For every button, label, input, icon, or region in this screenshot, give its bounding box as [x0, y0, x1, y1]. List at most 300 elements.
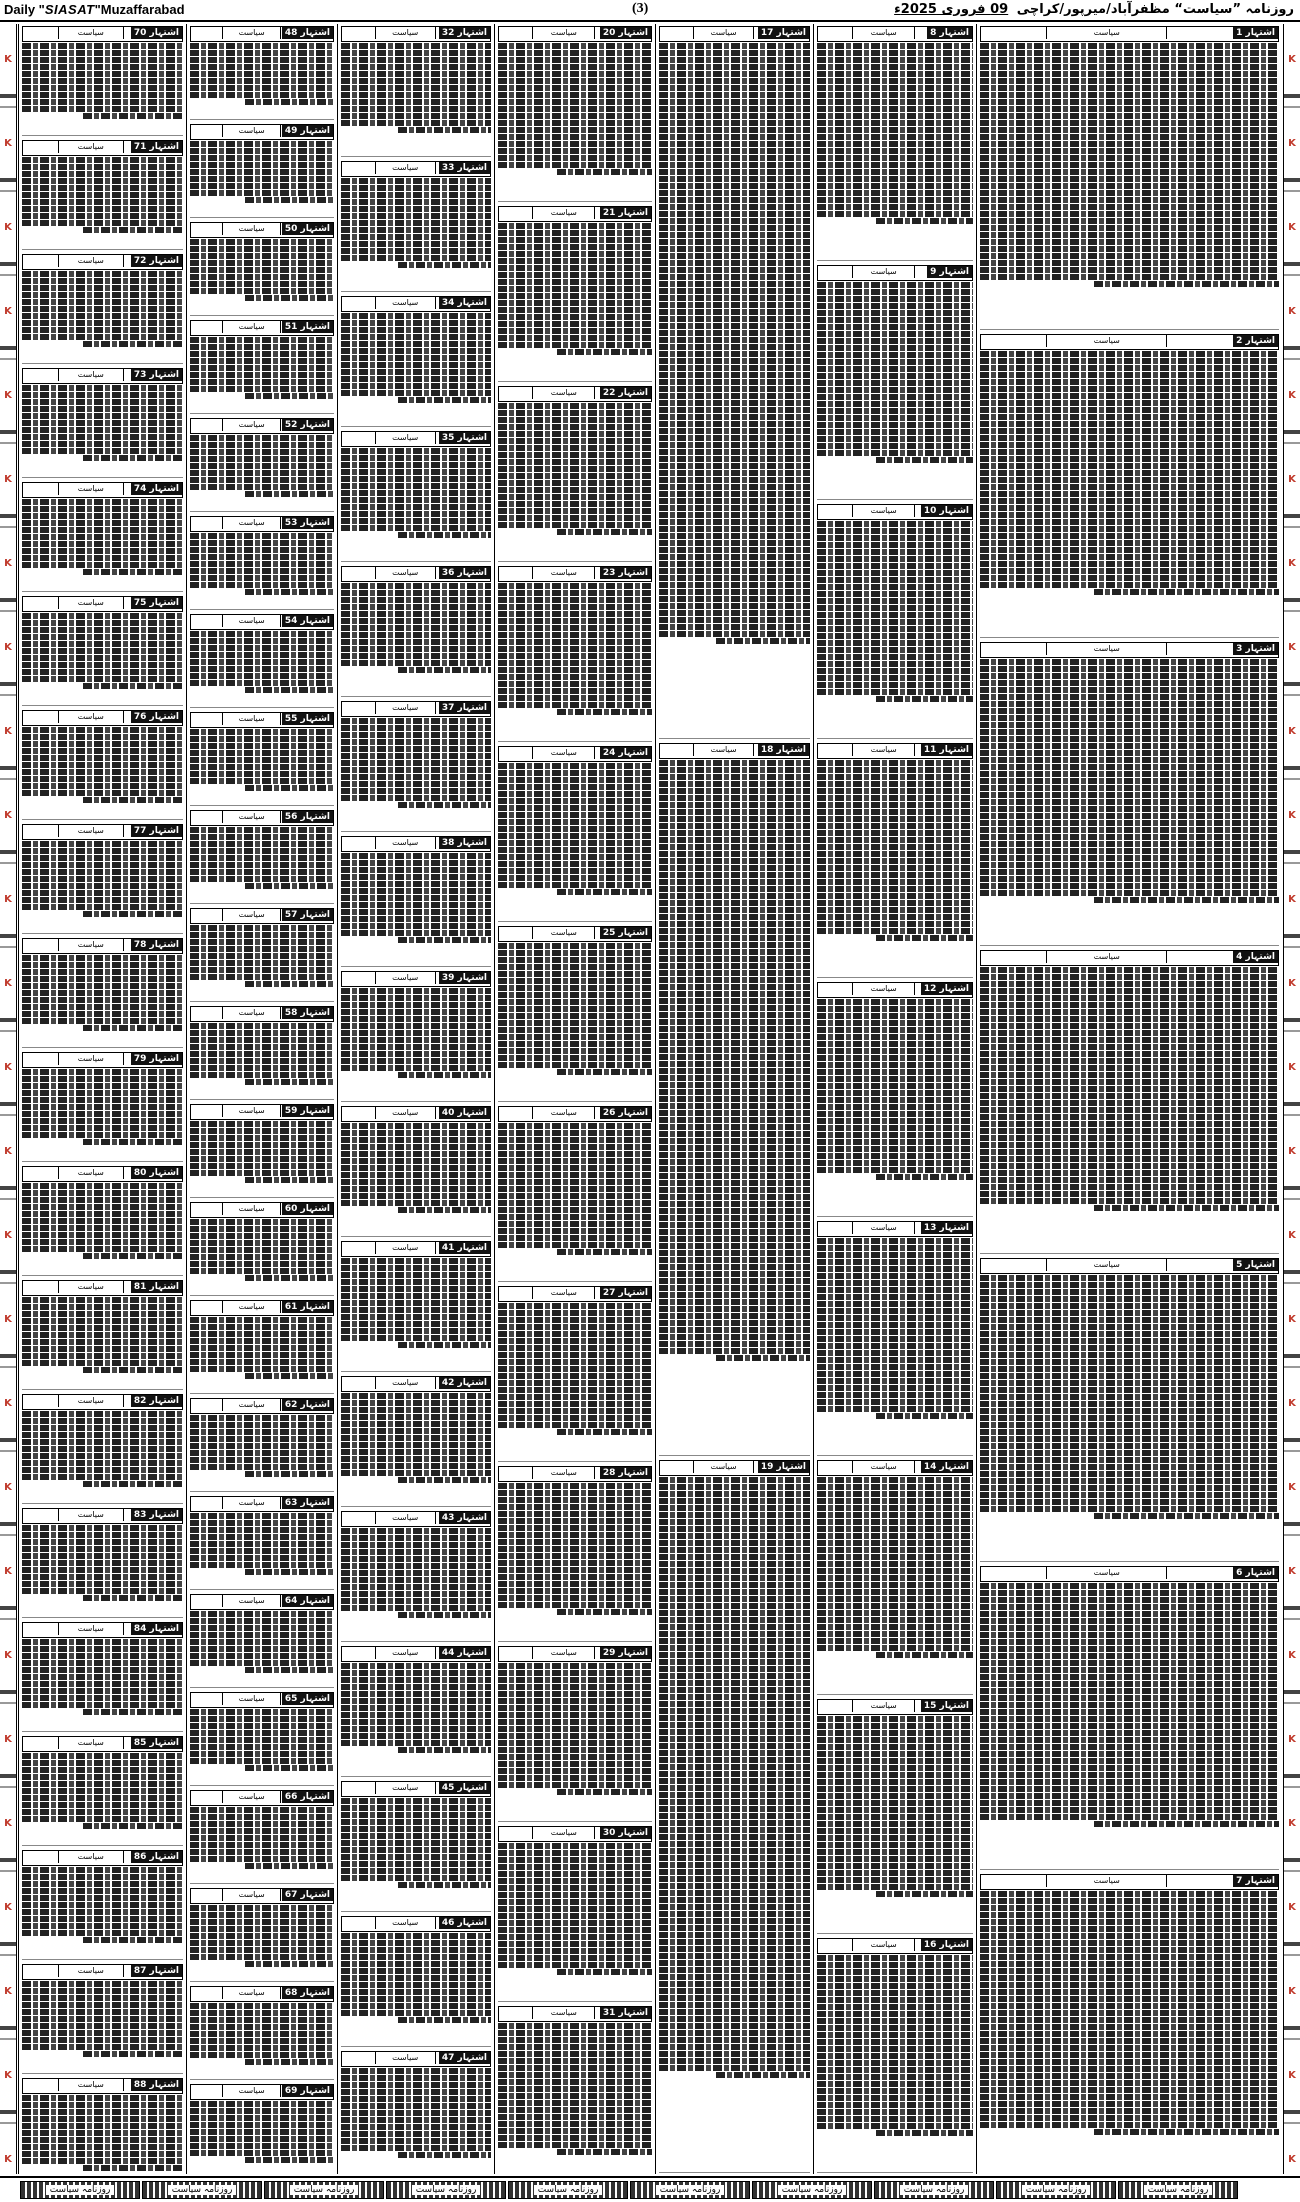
ad-text-line: [498, 2072, 652, 2078]
ad-text-line: [341, 1130, 491, 1136]
ad-text-line: [498, 445, 652, 451]
ad-text-line: [341, 874, 491, 880]
ad-text-line: [498, 1408, 652, 1414]
ad-header-bar: [190, 124, 334, 140]
ad-text-line: [498, 1158, 652, 1164]
ad-masthead-label: سیاست: [375, 1917, 436, 1929]
ad-text-line: [22, 769, 183, 775]
ad-text-line: [980, 1632, 1279, 1638]
ad-text-line: [817, 1554, 973, 1560]
ad-text-line: [498, 307, 652, 313]
ad-text-line: [190, 1751, 334, 1757]
ad-text-line: [22, 1560, 183, 1566]
ad-text-line: [980, 1184, 1279, 1190]
ad-text-line: [22, 627, 183, 633]
ad-header-bar: [190, 712, 334, 728]
ad-text-line: [498, 2030, 652, 2036]
ad-text-line: [498, 113, 652, 119]
ad-text-line: [817, 2046, 973, 2052]
strip-ornament-icon: K: [1288, 558, 1296, 569]
ad-text-line: [980, 1954, 1279, 1960]
ad-text-line: [190, 442, 334, 448]
ad-text-line: [498, 494, 652, 500]
ad-text-line: [190, 1436, 334, 1442]
ad-text-line: [817, 2102, 973, 2108]
ad-text-line: [341, 1584, 491, 1590]
ad-masthead-label: سیاست: [532, 927, 595, 939]
ad-text-line: [817, 1821, 973, 1827]
ad-text-line: [341, 1847, 491, 1853]
classified-ad: [22, 252, 183, 364]
ad-text-line: [817, 387, 973, 393]
ad-text-line: [498, 583, 652, 589]
ad-text-line: [980, 1912, 1279, 1918]
ad-text-line: [83, 113, 183, 119]
ad-text-line: [341, 234, 491, 240]
ad-text-line: [498, 1511, 652, 1517]
ad-header-bar: [190, 1398, 334, 1414]
ad-header-bar: [498, 1286, 652, 1302]
ad-text-line: [498, 1338, 652, 1344]
ad-text-line: [659, 879, 810, 885]
ad-number: اشتہار 41: [439, 1242, 490, 1254]
ad-header-bar: [190, 222, 334, 238]
ad-header-bar: [22, 140, 183, 156]
ad-text-line: [190, 757, 334, 763]
ad-text-line: [22, 420, 183, 426]
ad-text-line: [659, 491, 810, 497]
ad-text-line: [876, 218, 973, 224]
ad-text-line: [22, 1753, 183, 1759]
ad-text-line: [22, 1988, 183, 1994]
ad-text-line: [817, 1814, 973, 1820]
ad-text-line: [341, 1272, 491, 1278]
ad-text-line: [817, 907, 973, 913]
ad-text-line: [341, 632, 491, 638]
ad-number: اشتہار 73: [131, 369, 182, 381]
ad-text-line: [659, 505, 810, 511]
ad-text-line: [817, 85, 973, 91]
ad-text-line: [980, 1982, 1279, 1988]
ad-number: اشتہار 6: [1233, 1567, 1278, 1579]
ad-text-line: [190, 1422, 334, 1428]
ad-text-line: [341, 50, 491, 56]
ad-masthead-label: سیاست: [222, 1399, 281, 1411]
ad-text-line: [817, 190, 973, 196]
ad-text-line: [659, 162, 810, 168]
ad-text-line: [659, 386, 810, 392]
ad-text-line: [341, 504, 491, 510]
ad-text-line: [817, 605, 973, 611]
ad-text-line: [659, 421, 810, 427]
ad-text-line: [659, 2037, 810, 2043]
column-6: [813, 24, 976, 2174]
ad-text-line: [980, 400, 1279, 406]
ad-text-line: [980, 1023, 1279, 1029]
ad-text-line: [498, 1595, 652, 1601]
ad-text-line: [190, 561, 334, 567]
ad-text-line: [817, 2018, 973, 2024]
ad-text-line: [22, 299, 183, 305]
ad-text-line: [498, 1588, 652, 1594]
ad-text-line: [817, 2039, 973, 2045]
ad-text-line: [659, 858, 810, 864]
classified-ad: [341, 1779, 491, 1912]
ad-text-line: [980, 1758, 1279, 1764]
ad-header-bar: [22, 26, 183, 42]
strip-ornament-icon: K: [4, 558, 12, 569]
ad-text-line: [498, 223, 652, 229]
ad-text-line: [498, 978, 652, 984]
classified-ad: [22, 1050, 183, 1162]
ad-text-line: [817, 1076, 973, 1082]
ad-text-line: [22, 1788, 183, 1794]
ad-text-line: [659, 1187, 810, 1193]
ad-text-line: [22, 1909, 183, 1915]
strip-ornament-icon: K: [4, 1734, 12, 1745]
ad-text-line: [22, 1439, 183, 1445]
ad-text-line: [980, 2059, 1279, 2065]
classified-ad: [817, 1219, 973, 1456]
classified-ad: [498, 1104, 652, 1282]
ad-text-line: [498, 2114, 652, 2120]
classified-ad: [22, 1164, 183, 1276]
ad-text-line: [22, 1781, 183, 1787]
ad-text-line: [659, 1491, 810, 1497]
ad-header-bar: [498, 566, 652, 582]
classified-ad: [498, 564, 652, 742]
ad-masthead-label: سیاست: [375, 1242, 436, 1254]
ad-text-line: [659, 449, 810, 455]
ad-text-line: [190, 1737, 334, 1743]
ad-text-line: [498, 92, 652, 98]
ad-text-line: [190, 2143, 334, 2149]
ad-masthead-label: سیاست: [222, 1007, 281, 1019]
ad-text-line: [341, 1826, 491, 1832]
ad-number: اشتہار 19: [758, 1461, 809, 1473]
ad-text-line: [22, 1246, 183, 1252]
ad-text-line: [980, 239, 1279, 245]
ad-text-line: [980, 134, 1279, 140]
ad-text-line: [190, 1541, 334, 1547]
strip-ornament-icon: K: [4, 1902, 12, 1913]
ad-text-line: [659, 246, 810, 252]
ad-text-line: [245, 687, 334, 693]
ad-text-line: [498, 1235, 652, 1241]
footer-label: روزنامہ سیاست: [290, 2185, 359, 2195]
ad-text-line: [659, 1575, 810, 1581]
ad-text-line: [190, 1919, 334, 1925]
ad-text-line: [190, 463, 334, 469]
ad-text-line: [190, 358, 334, 364]
ad-text-line: [22, 1888, 183, 1894]
ad-text-line: [498, 1878, 652, 1884]
ad-text-line: [498, 1317, 652, 1323]
footer-masthead-cell: [386, 2181, 506, 2199]
ad-text-line: [341, 248, 491, 254]
ad-text-line: [341, 1535, 491, 1541]
ad-text-line: [980, 1625, 1279, 1631]
ad-masthead-label: سیاست: [375, 1512, 436, 1524]
ad-text-line: [190, 1352, 334, 1358]
ad-text-line: [980, 1373, 1279, 1379]
ad-text-line: [190, 1338, 334, 1344]
ad-text-line: [341, 725, 491, 731]
ad-text-line: [980, 876, 1279, 882]
ad-text-line: [83, 1481, 183, 1487]
ad-text-line: [190, 1660, 334, 1666]
ad-text-line: [659, 428, 810, 434]
ad-number: اشتہار 9: [927, 266, 972, 278]
classified-ad: [22, 936, 183, 1048]
ad-text-line: [498, 314, 652, 320]
ad-text-line: [817, 668, 973, 674]
ad-text-line: [190, 1555, 334, 1561]
ad-header-bar: [341, 971, 491, 987]
ad-masthead-label: سیاست: [222, 615, 281, 627]
ad-text-line: [876, 457, 973, 463]
classified-ad: [659, 741, 810, 1456]
ad-text-line: [341, 646, 491, 652]
ad-text-line: [817, 1505, 973, 1511]
ad-text-line: [22, 313, 183, 319]
ad-text-line: [817, 436, 973, 442]
ad-text-line: [190, 1023, 334, 1029]
ad-text-line: [341, 92, 491, 98]
ad-number: اشتہار 54: [282, 615, 333, 627]
ad-text-line: [341, 1591, 491, 1597]
ad-text-line: [498, 1331, 652, 1337]
ad-text-line: [341, 1719, 491, 1725]
ad-text-line: [83, 2051, 183, 2057]
ad-text-line: [980, 463, 1279, 469]
footer-masthead-cell: [752, 2181, 872, 2199]
ad-number: اشتہار 1: [1233, 27, 1278, 39]
footer-label: روزنامہ سیاست: [534, 2185, 603, 2195]
ad-text-line: [659, 1320, 810, 1326]
classified-ad: [190, 1298, 334, 1394]
ad-text-line: [980, 715, 1279, 721]
ad-text-line: [980, 1289, 1279, 1295]
strip-ornament-icon: K: [1288, 390, 1296, 401]
ad-text-line: [190, 1240, 334, 1246]
ad-text-line: [659, 92, 810, 98]
ad-text-line: [659, 914, 810, 920]
ad-masthead-label: سیاست: [222, 223, 281, 235]
ad-text-line: [980, 1800, 1279, 1806]
ad-masthead-label: سیاست: [852, 1461, 916, 1473]
ad-text-line: [980, 1436, 1279, 1442]
classified-ad: [817, 502, 973, 739]
ad-text-line: [498, 1151, 652, 1157]
ad-text-line: [659, 949, 810, 955]
ad-text-line: [398, 1072, 491, 1078]
ad-text-line: [341, 1300, 491, 1306]
ad-text-line: [190, 1366, 334, 1372]
ad-text-line: [22, 1567, 183, 1573]
ad-text-line: [398, 667, 491, 673]
ad-text-line: [341, 1058, 491, 1064]
ad-text-line: [190, 869, 334, 875]
ad-text-line: [22, 1197, 183, 1203]
ad-text-line: [341, 355, 491, 361]
ad-text-line: [817, 2123, 973, 2129]
classified-ad: [817, 741, 973, 978]
ad-text-line: [190, 1744, 334, 1750]
classified-ad: [817, 263, 973, 500]
ad-text-line: [83, 1823, 183, 1829]
ad-text-line: [341, 767, 491, 773]
ad-text-line: [341, 43, 491, 49]
ad-text-line: [659, 1250, 810, 1256]
ad-text-line: [341, 1258, 491, 1264]
ad-text-line: [22, 2144, 183, 2150]
ad-text-line: [341, 2124, 491, 2130]
ad-text-line: [22, 1346, 183, 1352]
ad-text-line: [980, 1618, 1279, 1624]
ad-number: اشتہار 39: [439, 972, 490, 984]
ad-masthead-label: سیاست: [222, 125, 281, 137]
ad-text-line: [22, 783, 183, 789]
ad-text-line: [190, 1345, 334, 1351]
ad-text-line: [341, 383, 491, 389]
ad-text-line: [817, 1111, 973, 1117]
ad-text-line: [22, 506, 183, 512]
ad-text-line: [817, 1870, 973, 1876]
ad-text-line: [341, 120, 491, 126]
ad-text-line: [659, 526, 810, 532]
ad-text-line: [817, 1744, 973, 1750]
ad-text-line: [22, 406, 183, 412]
ad-text-line: [876, 1891, 973, 1897]
ad-text-line: [980, 2108, 1279, 2114]
ad-text-line: [498, 335, 652, 341]
ad-number: اشتہار 46: [439, 1917, 490, 1929]
ad-text-line: [22, 655, 183, 661]
ad-text-line: [498, 1663, 652, 1669]
classified-ad: [190, 122, 334, 218]
ad-text-line: [190, 1926, 334, 1932]
ad-text-line: [341, 490, 491, 496]
ad-text-line: [980, 1338, 1279, 1344]
ad-text-line: [190, 1163, 334, 1169]
ad-text-line: [980, 2052, 1279, 2058]
ad-number: اشتہار 11: [921, 744, 972, 756]
ad-text-line: [659, 774, 810, 780]
ad-text-line: [22, 983, 183, 989]
ad-number: اشتہار 85: [131, 1737, 182, 1749]
ad-text-line: [498, 120, 652, 126]
ad-text-line: [190, 1254, 334, 1260]
ad-header-bar: [22, 2078, 183, 2094]
ad-header-bar: [817, 743, 973, 759]
ad-text-line: [190, 1037, 334, 1043]
ad-text-line: [817, 1800, 973, 1806]
ad-header-bar: [22, 1622, 183, 1638]
ad-text-line: [659, 1603, 810, 1609]
ad-text-line: [980, 372, 1279, 378]
ad-text-line: [817, 1638, 973, 1644]
classified-ad: [341, 1104, 491, 1237]
ad-text-line: [22, 1674, 183, 1680]
ad-text-line: [980, 729, 1279, 735]
ad-text-line: [341, 1123, 491, 1129]
ad-text-line: [817, 999, 973, 1005]
ad-header-bar: [498, 206, 652, 222]
ad-text-line: [190, 1912, 334, 1918]
ad-text-line: [341, 1421, 491, 1427]
classified-ad: [341, 1644, 491, 1777]
ad-number: اشتہار 64: [282, 1595, 333, 1607]
ad-text-line: [341, 1037, 491, 1043]
ad-masthead-label: سیاست: [532, 567, 595, 579]
ad-text-line: [659, 1215, 810, 1221]
ad-text-line: [22, 1467, 183, 1473]
ad-text-line: [22, 1574, 183, 1580]
ad-text-line: [498, 1574, 652, 1580]
ad-text-line: [817, 2095, 973, 2101]
ad-masthead-label: سیاست: [58, 711, 124, 723]
ad-number: اشتہار 44: [439, 1647, 490, 1659]
ad-header-bar: [341, 701, 491, 717]
ad-text-line: [341, 1712, 491, 1718]
ad-text-line: [817, 1322, 973, 1328]
ad-text-line: [341, 448, 491, 454]
ad-text-line: [980, 1765, 1279, 1771]
ad-text-line: [659, 1505, 810, 1511]
ad-text-line: [659, 1995, 810, 2001]
ad-text-line: [980, 1667, 1279, 1673]
ad-text-line: [659, 197, 810, 203]
ad-text-line: [980, 778, 1279, 784]
ad-text-line: [817, 1737, 973, 1743]
strip-ornament-icon: K: [4, 1062, 12, 1073]
ad-text-line: [22, 1923, 183, 1929]
classified-columns: [18, 24, 1282, 2174]
ad-text-line: [341, 1279, 491, 1285]
ad-text-line: [498, 681, 652, 687]
ad-text-line: [190, 946, 334, 952]
ad-text-line: [190, 1520, 334, 1526]
ad-text-line: [817, 2074, 973, 2080]
ad-text-line: [659, 176, 810, 182]
strip-ornament-icon: K: [1288, 306, 1296, 317]
ad-text-line: [341, 57, 491, 63]
ad-text-line: [22, 997, 183, 1003]
ad-text-line: [817, 1512, 973, 1518]
ad-text-line: [190, 365, 334, 371]
ad-header-bar: [341, 2051, 491, 2067]
ad-text-line: [341, 1812, 491, 1818]
ad-text-line: [341, 113, 491, 119]
ad-text-line: [659, 575, 810, 581]
ad-text-line: [22, 1069, 183, 1075]
ad-text-line: [817, 43, 973, 49]
ad-text-line: [498, 1394, 652, 1400]
ad-text-line: [980, 1583, 1279, 1589]
strip-ornament-icon: K: [4, 1986, 12, 1997]
ad-text-line: [498, 971, 652, 977]
ad-text-line: [190, 1051, 334, 1057]
ad-text-line: [980, 2045, 1279, 2051]
ad-text-line: [190, 78, 334, 84]
ad-text-line: [659, 963, 810, 969]
ad-text-line: [659, 823, 810, 829]
ad-text-line: [498, 611, 652, 617]
ad-text-line: [980, 547, 1279, 553]
right-border-strip: [1283, 24, 1300, 2174]
ad-text-line: [22, 755, 183, 761]
